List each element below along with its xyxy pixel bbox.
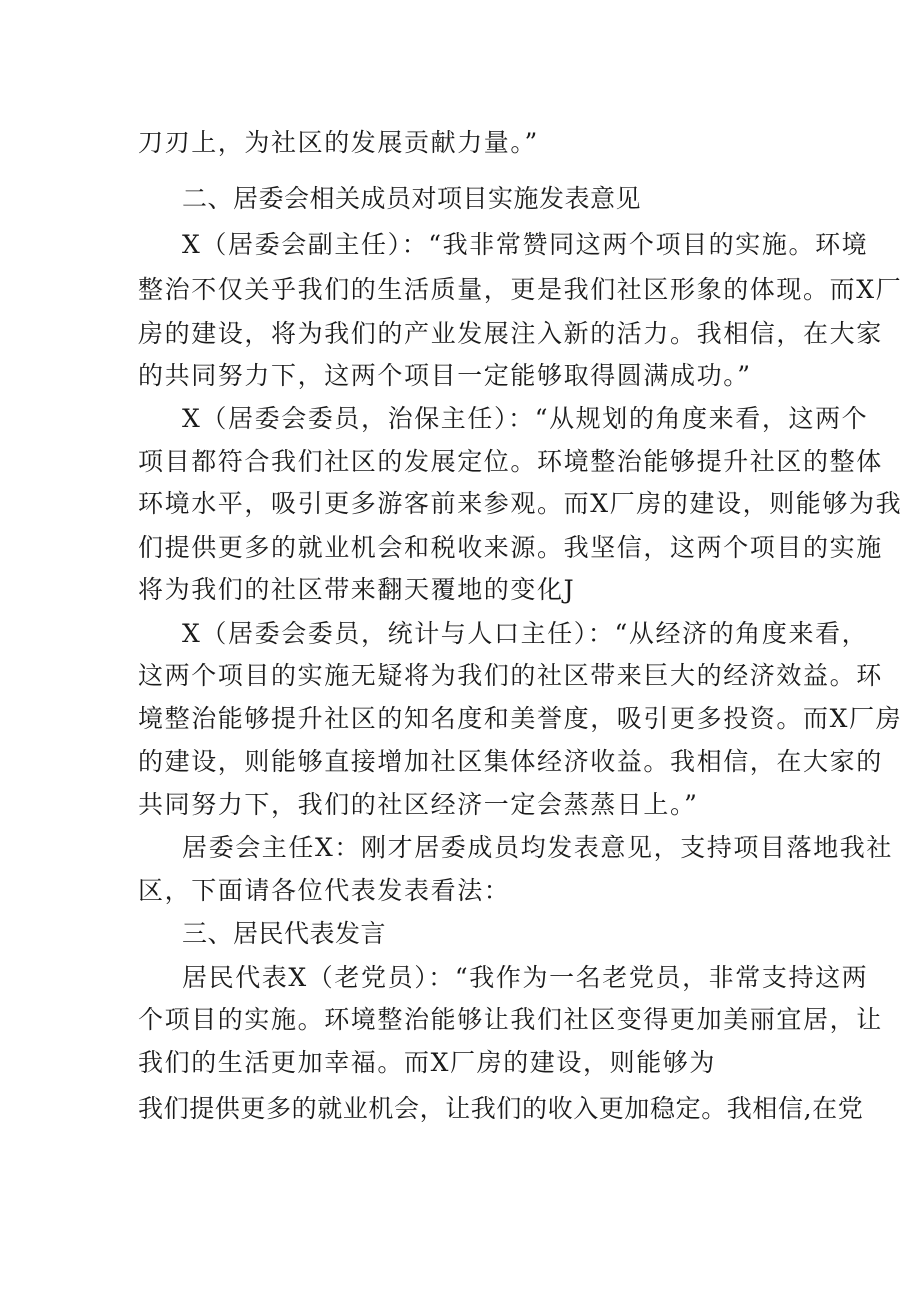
body-line: X（居委会委员，治保主任）：“从规划的角度来看，这两个	[182, 404, 869, 433]
body-line: 我们的生活更加幸福。而X厂房的建设，则能够为	[138, 1048, 716, 1077]
body-line: 区，下面请各位代表发表看法：	[138, 876, 511, 905]
body-line: 境整治能够提升社区的知名度和美誉度，吸引更多投资。而X厂房	[138, 704, 903, 733]
body-line: 项目都符合我们社区的发展定位。环境整治能够提升社区的整体	[138, 447, 883, 476]
body-line: X（居委会副主任）：“我非常赞同这两个项目的实施。环境	[182, 230, 869, 259]
body-line: 整治不仅关乎我们的生活质量，更是我们社区形象的体现。而X厂	[138, 275, 903, 304]
body-line: 居民代表X（老党员）：“我作为一名老党员，非常支持这两	[182, 963, 869, 992]
body-line: 居委会主任X：刚才居委成员均发表意见，支持项目落地我社	[182, 833, 893, 862]
body-line: 刀刃上，为社区的发展贡献力量。”	[138, 128, 539, 157]
body-line: 的共同努力下，这两个项目一定能够取得圆满成功。”	[138, 361, 752, 390]
body-line: 共同努力下，我们的社区经济一定会蒸蒸日上。”	[138, 790, 699, 819]
section-heading-2: 二、居委会相关成员对项目实施发表意见	[182, 184, 642, 213]
body-line: 的建设，则能够直接增加社区集体经济收益。我相信，在大家的	[138, 747, 883, 776]
body-line: 将为我们的社区带来翻天覆地的变化J	[138, 575, 576, 604]
body-line: 们提供更多的就业机会和税收来源。我坚信，这两个项目的实施	[138, 533, 883, 562]
body-line: 我们提供更多的就业机会，让我们的收入更加稳定。我相信,在党	[138, 1094, 864, 1123]
body-line: 这两个项目的实施无疑将为我们的社区带来巨大的经济效益。环	[138, 661, 883, 690]
body-line: X（居委会委员，统计与人口主任）：“从经济的角度来看，	[182, 619, 869, 648]
body-line: 房的建设，将为我们的产业发展注入新的活力。我相信，在大家	[138, 319, 883, 348]
body-line: 个项目的实施。环境整治能够让我们社区变得更加美丽宜居，让	[138, 1005, 883, 1034]
body-line: 环境水平，吸引更多游客前来参观。而X厂房的建设，则能够为我	[138, 489, 903, 518]
section-heading-3: 三、居民代表发言	[182, 919, 387, 948]
